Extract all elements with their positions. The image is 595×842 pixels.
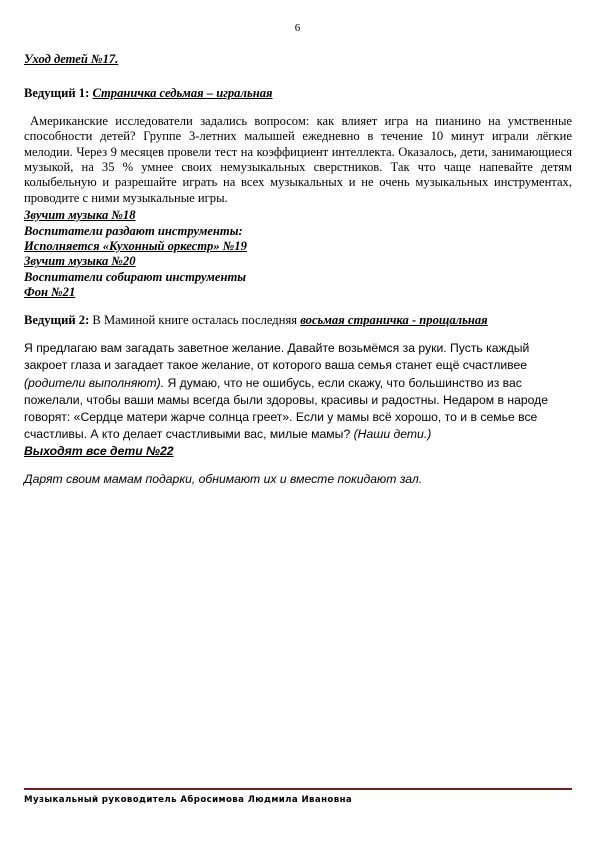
leader-1-title: Страничка седьмая – игральная <box>92 86 273 101</box>
leader-1-label: Ведущий 1: <box>24 86 90 101</box>
leader-2-title: восьмая страничка - прощальная <box>300 312 488 327</box>
leader-1-line <box>24 86 572 101</box>
cue-hand-out-instruments: Воспитатели раздают инструменты: <box>24 223 243 238</box>
leader-2-label: Ведущий 2: <box>24 312 90 327</box>
cue-kitchen-orchestra: Исполняется «Кухонный оркестр» №19 <box>24 239 247 254</box>
wish-text-parents: (родители выполняют). <box>24 375 165 390</box>
leader-2-text: В Маминой книге осталась последняя <box>89 312 301 327</box>
wish-text-1: Я предлагаю вам загадать заветное желание. Давайте возьмёмся за руки. Пусть каждый закроет глаза и загадает такое желание, от которого ваша семья станет ещё счастливее <box>24 341 530 373</box>
page-number: 6 <box>294 22 301 34</box>
cue-background-21: Фон №21 <box>24 285 76 300</box>
wish-text-children: (Наши дети.) <box>353 427 432 442</box>
final-line: Дарят своим мамам подарки, обнимают их и вместе покидают зал. <box>24 471 423 486</box>
document-body <box>24 52 572 488</box>
cue-exit-22: Выходят все дети №22 <box>24 444 174 459</box>
footer-divider <box>24 788 572 790</box>
section-heading: Уход детей №17. <box>24 52 119 66</box>
wish-text-2: Я думаю, что не ошибусь, если скажу, что большинство из вас пожелали, чтобы ваши мамы всегда были здоровы, красивы и радостны. Недаром в народе говорят: «Сердце матери жарче солнца греет». Если у мамы всё хорошо, то и в семье все счастливы. А кто делает счастливыми вас, милые мамы? <box>24 375 549 442</box>
cue-music-18: Звучит музыка №18 <box>24 208 136 223</box>
footer-author: Музыкальный руководитель Абросимова Людмила Ивановна <box>24 795 353 805</box>
paragraph-research: Американские исследователи задались вопросом: как влияет игра на пианино на умственные способности детей? Группе 3-летних малышей ежедневно в течение 10 минут играли лёгкие мелодии. Через 9 месяцев провели тест на коэффициент интеллекта. Оказалось, дети, занимающиеся музыкой, на 35 % умнее своих немузыкальных сверстников. Так что чаще напевайте детям колыбельную и разрешайте играть на всех музыкальных и не очень музыкальных инструментах, проводите с ними музыкальные игры. <box>24 113 572 205</box>
cue-collect-instruments: Воспитатели собирают инструменты <box>24 269 247 284</box>
leader-2-line <box>24 313 572 328</box>
cue-music-20: Звучит музыка №20 <box>24 254 136 269</box>
paragraph-wish <box>24 340 572 443</box>
